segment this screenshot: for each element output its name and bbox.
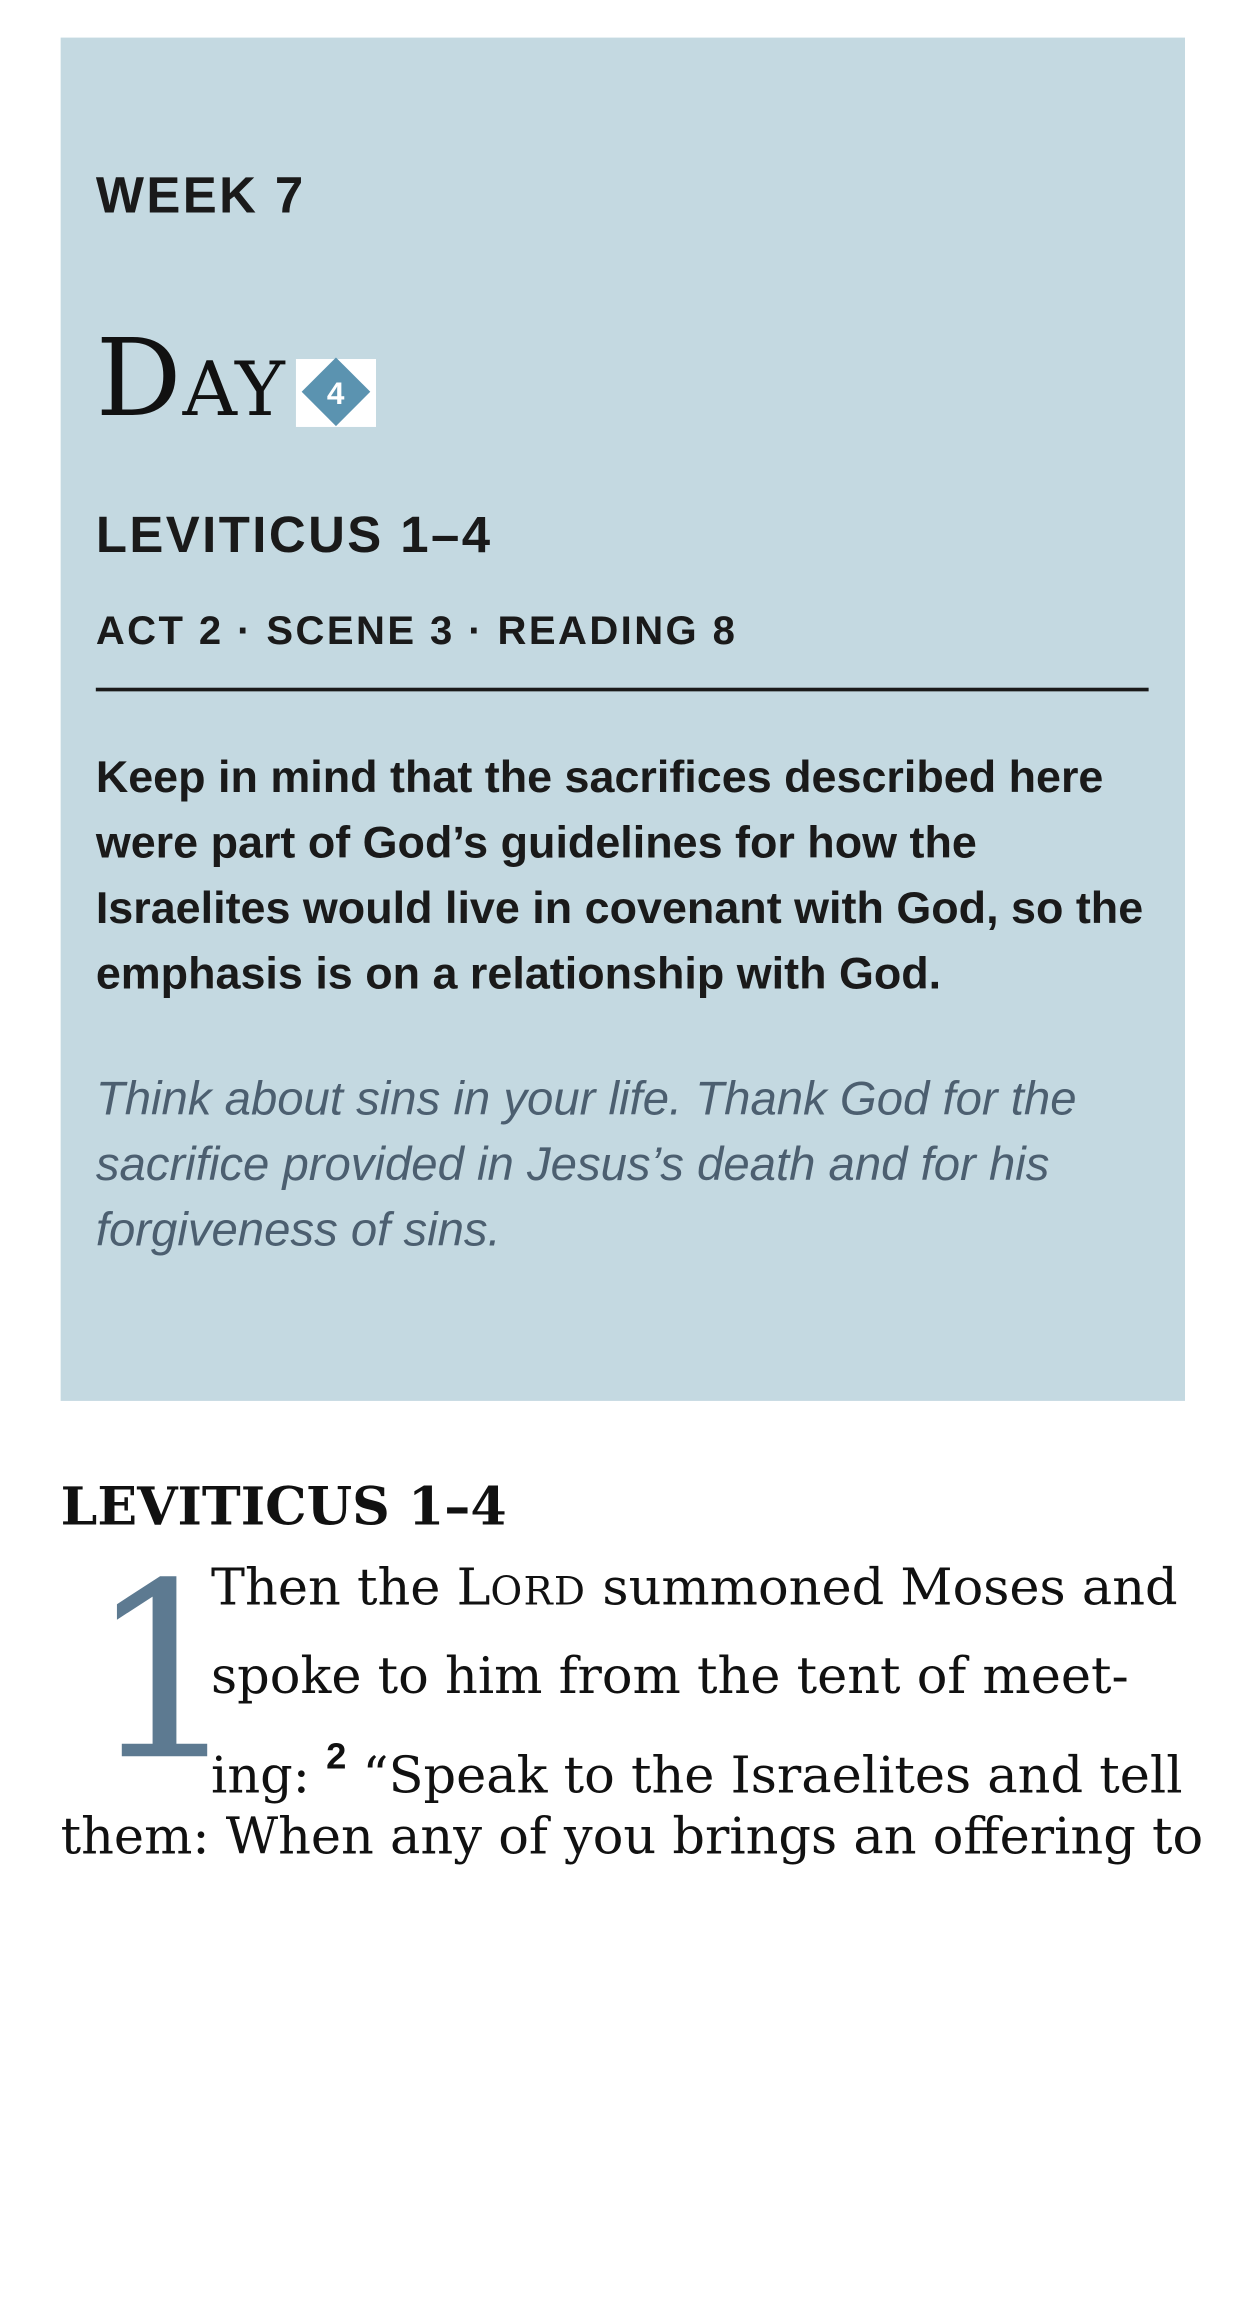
verse-number: 2 [326,1736,347,1777]
passage-heading: LEVITICUS 1–4 [60,1477,507,1538]
divider [96,688,1149,692]
day-title [95,315,376,441]
scripture-line-4: them: When any of you brings an offering to [60,1806,1204,1866]
reading-reference: LEVITICUS 1–4 [95,505,493,563]
prayer-prompt: Think about sins in your life. Thank God for the sacrifice provided in Jesus’s death and for his forgiveness of sins. [95,1073,1077,1257]
chapter-number: 1 [87,1531,242,1815]
day-word: DAY [95,315,286,441]
intro-paragraph: Keep in mind that the sacrifices described here were part of God’s guidelines for how the Israelites would live in covenant with God, so the emphasis is on a relationship with God. [95,751,1144,999]
scripture-line-1: Then the LORD summoned Moses and [211,1557,1178,1617]
scripture-line-2: spoke to him from the tent of meet- [211,1645,1129,1706]
day-number: 4 [326,374,345,412]
scripture-line-3: ing: $^2$ “Speak to the Israelites and tell [211,1736,1183,1805]
day-number-badge [296,359,376,427]
act-scene-reading: ACT 2 · SCENE 3 · READING 8 [95,607,738,653]
week-label: WEEK 7 [95,166,306,224]
